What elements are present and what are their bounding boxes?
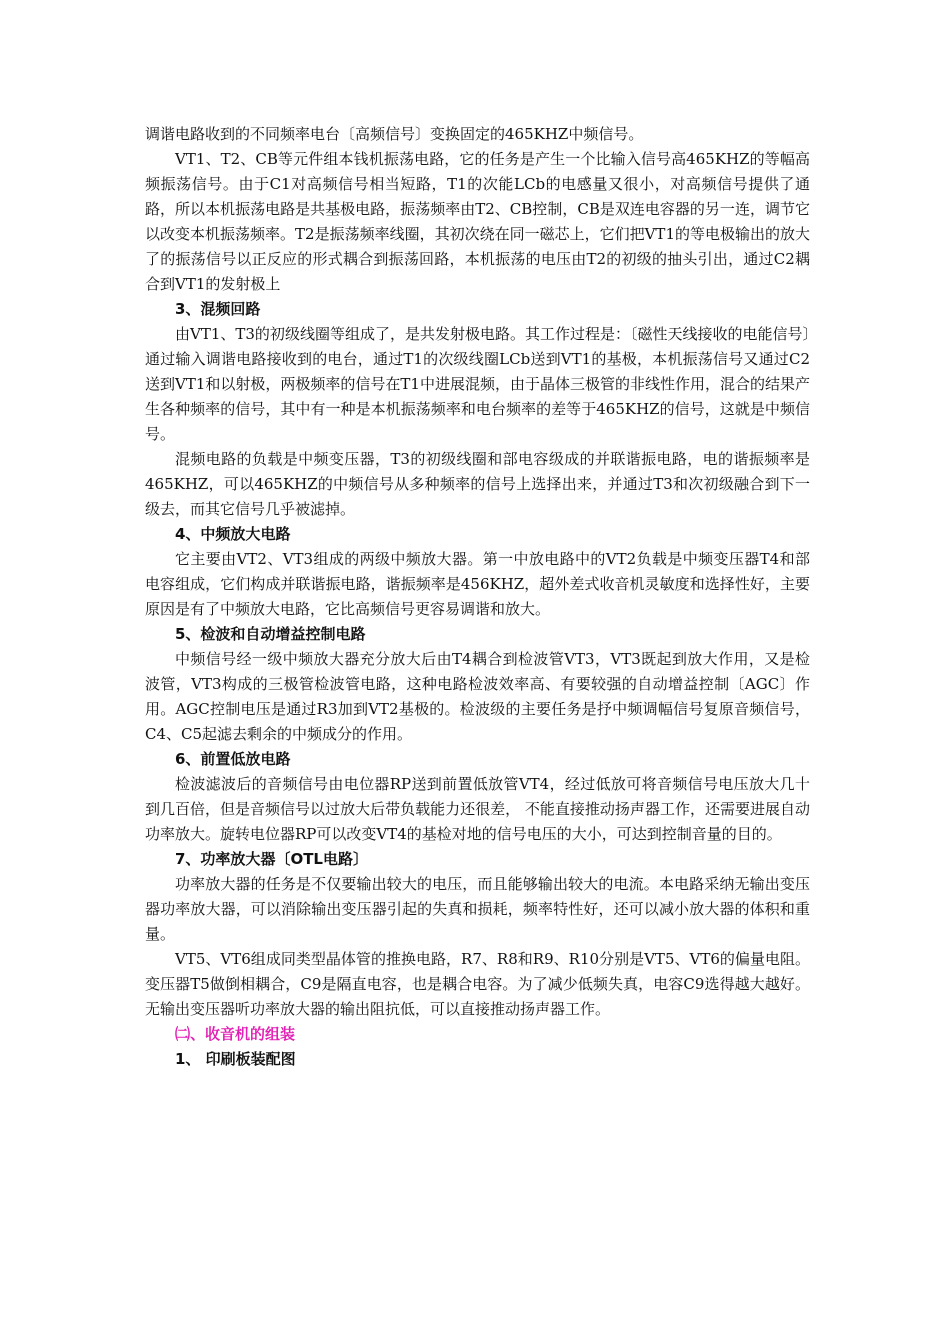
paragraph-power-amplifier-2: VT5、VT6组成同类型晶体管的推换电路，R7、R8和R9、R10分别是VT5、VT6的偏量电阻。变压器T5做倒相耦合，C9是隔直电容，也是耦合电容。为了减少低频失真，电容C9选得越大越好。无输出变压器听功率放大器的输出阻抗低，可以直接推动扬声器工作。: [145, 950, 810, 1018]
document-page: [145, 122, 810, 1072]
paragraph-power-amplifier-1: 功率放大器的任务是不仅要输出较大的电压，而且能够输出较大的电流。本电路采纳无输出变压器功率放大器，可以消除输出变压器引起的失真和损耗，频率特性好，还可以减小放大器的体积和重量。: [145, 875, 810, 943]
heading-radio-assembly: ㈡、收音机的组装: [175, 1025, 296, 1043]
paragraph-mixer-1: 由VT1、T3的初级线圈等组成了，是共发射极电路。其工作过程是：〔磁性天线接收的电能信号〕通过输入调谐电路接收到的电台，通过T1的次级线圈LCb送到VT1的基极，本机振荡信号又通过C2送到VT1和以射极，两极频率的信号在T1中进展混频，由于晶体三极管的非线性作用，混合的结果产生各种频率的信号，其中有一种是本机振荡频率和电台频率的差等于465KHZ的信号，这就是中频信号。: [145, 325, 810, 443]
heading-power-amplifier: 7、功率放大器〔OTL电路〕: [175, 850, 368, 868]
paragraph-detector-agc: 中频信号经一级中频放大器充分放大后由T4耦合到检波管VT3，VT3既起到放大作用，又是检波管，VT3构成的三极管检波管电路，这种电路检波效率高、有要较强的自动增益控制〔AGC〕作用。AGC控制电压是通过R3加到VT2基极的。检波级的主要任务是抒中频调幅信号复原音频信号，C4、C5起滤去剩余的中频成分的作用。: [145, 650, 810, 743]
heading-pcb-assembly-diagram: 1、 印刷板装配图: [175, 1050, 296, 1068]
paragraph-mixer-2: 混频电路的负载是中频变压器，T3的初级线圈和部电容级成的并联谐振电路，电的谐振频率是465KHZ，可以465KHZ的中频信号从多种频率的信号上选择出来，并通过T3和次初级融合到下一级去，而其它信号几乎被滤掉。: [145, 450, 810, 518]
heading-detector-agc: 5、检波和自动增益控制电路: [175, 625, 366, 643]
heading-preamp: 6、前置低放电路: [175, 750, 291, 768]
paragraph-intro: 调谐电路收到的不同频率电台〔高频信号〕变换固定的465KHZ中频信号。: [145, 125, 644, 143]
heading-mixer-circuit: 3、混频回路: [175, 300, 261, 318]
paragraph-preamp: 检波滤波后的音频信号由电位器RP送到前置低放管VT4，经过低放可将音频信号电压放大几十到几百倍，但是音频信号以过放大后带负载能力还很差， 不能直接推动扬声器工作，还需要进展自动功率放大。旋转电位器RP可以改变VT4的基检对地的信号电压的大小，可达到控制音量的目的。: [145, 775, 810, 843]
heading-if-amplifier: 4、中频放大电路: [175, 525, 291, 543]
paragraph-if-amplifier: 它主要由VT2、VT3组成的两级中频放大器。第一中放电路中的VT2负载是中频变压器T4和部电容组成，它们构成并联谐振电路，谐振频率是456KHZ，超外差式收音机灵敏度和选择性好，主要原因是有了中频放大电路，它比高频信号更容易调谐和放大。: [145, 550, 810, 618]
paragraph-local-oscillator: VT1、T2、CB等元件组本钱机振荡电路，它的任务是产生一个比输入信号高465KHZ的等幅高频振荡信号。由于C1对高频信号相当短路，T1的次能LCb的电感量又很小，对高频信号提供了通路，所以本机振荡电路是共基极电路，振荡频率由T2、CB控制，CB是双连电容器的另一连，调节它以改变本机振荡频率。T2是振荡频率线圈，其初次绕在同一磁芯上，它们把VT1的等电极输出的放大了的振荡信号以正反应的形式耦合到振荡回路，本机振荡的电压由T2的初级的抽头引出，通过C2耦合到VT1的发射极上: [145, 150, 810, 293]
